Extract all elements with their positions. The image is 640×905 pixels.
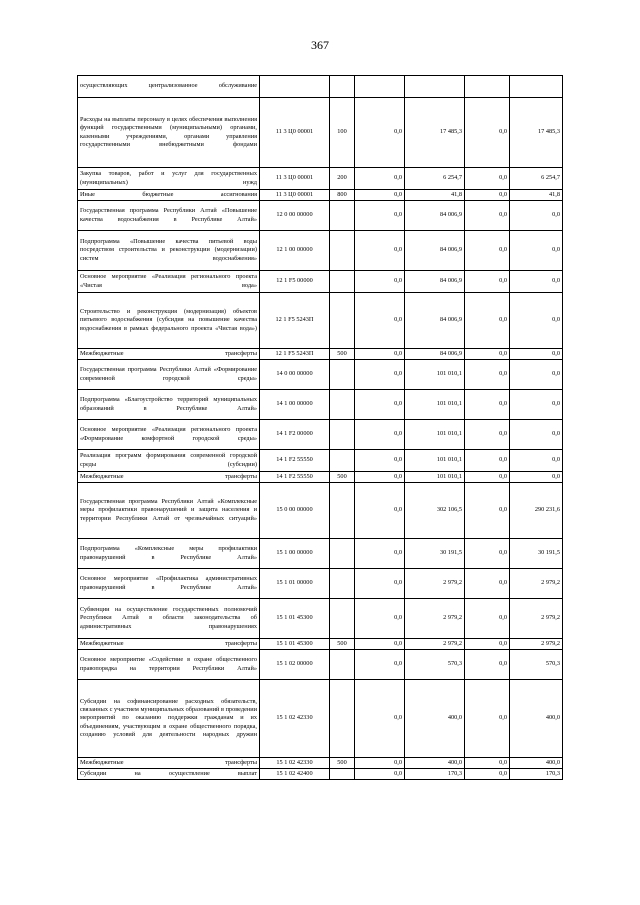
budget-classification-code: 12 1 00 00000	[260, 231, 330, 271]
budget-table	[77, 75, 563, 780]
budget-classification-code: 12 1 F5 00000	[260, 271, 330, 293]
amount-column-3: 0,0	[465, 769, 510, 780]
expense-item-name: Расходы на выплаты персоналу в целях обеспечения выполнения функций государственными (муниципальными) органами, казенными учреждениями, органами управления государственными внебюджетными фондами	[78, 98, 260, 168]
amount-column-4: 0,0	[510, 472, 563, 483]
amount-column-3: 0,0	[465, 650, 510, 680]
amount-column-3: 0,0	[465, 98, 510, 168]
amount-column-2: 101 010,1	[405, 450, 465, 472]
amount-column-3: 0,0	[465, 349, 510, 360]
expense-type-code	[330, 680, 355, 758]
amount-column-1: 0,0	[355, 483, 405, 539]
amount-column-4: 400,0	[510, 758, 563, 769]
expense-item-name: Государственная программа Республики Алтай «Формирование современной городской среды»	[78, 360, 260, 390]
budget-classification-code: 12 0 00 00000	[260, 201, 330, 231]
budget-classification-code: 15 1 01 45300	[260, 639, 330, 650]
budget-classification-code: 12 1 F5 5243П	[260, 293, 330, 349]
budget-classification-code: 14 1 F2 00000	[260, 420, 330, 450]
amount-column-2: 400,0	[405, 758, 465, 769]
amount-column-4: 170,3	[510, 769, 563, 780]
amount-column-4: 0,0	[510, 420, 563, 450]
expense-type-code: 500	[330, 349, 355, 360]
amount-column-4: 41,8	[510, 190, 563, 201]
amount-column-4: 6 254,7	[510, 168, 563, 190]
table-row	[78, 539, 563, 569]
table-row	[78, 639, 563, 650]
amount-column-3	[465, 76, 510, 98]
amount-column-4: 0,0	[510, 293, 563, 349]
expense-type-code	[330, 293, 355, 349]
amount-column-3: 0,0	[465, 360, 510, 390]
budget-classification-code: 15 1 00 00000	[260, 539, 330, 569]
amount-column-3: 0,0	[465, 420, 510, 450]
amount-column-3: 0,0	[465, 231, 510, 271]
table-row	[78, 76, 563, 98]
amount-column-1: 0,0	[355, 360, 405, 390]
expense-type-code	[330, 76, 355, 98]
budget-classification-code: 15 1 02 42400	[260, 769, 330, 780]
amount-column-4: 0,0	[510, 201, 563, 231]
amount-column-2: 570,3	[405, 650, 465, 680]
amount-column-3: 0,0	[465, 758, 510, 769]
amount-column-3: 0,0	[465, 271, 510, 293]
amount-column-4: 0,0	[510, 271, 563, 293]
expense-item-name: Межбюджетные трансферты	[78, 472, 260, 483]
amount-column-2: 41,8	[405, 190, 465, 201]
expense-type-code: 500	[330, 758, 355, 769]
amount-column-4: 0,0	[510, 450, 563, 472]
table-row	[78, 569, 563, 599]
table-row	[78, 360, 563, 390]
amount-column-4: 2 979,2	[510, 569, 563, 599]
amount-column-4: 0,0	[510, 349, 563, 360]
amount-column-4: 2 979,2	[510, 599, 563, 639]
expense-item-name: Государственная программа Республики Алтай «Повышение качества водоснабжения в Республике Алтай»	[78, 201, 260, 231]
amount-column-2	[405, 76, 465, 98]
expense-type-code	[330, 450, 355, 472]
expense-type-code	[330, 231, 355, 271]
amount-column-3: 0,0	[465, 539, 510, 569]
expense-item-name: Реализация программ формирования современной городской среды (субсидии)	[78, 450, 260, 472]
amount-column-2: 6 254,7	[405, 168, 465, 190]
budget-classification-code: 15 0 00 00000	[260, 483, 330, 539]
expense-item-name: Субсидии на софинансирование расходных обязательств, связанных с участием муниципальных образований в проведении мероприятий по оказанию поддержки гражданам и их объединениям, участвующим в охране общественного порядка, созданию условий для деятельности народных дружин	[78, 680, 260, 758]
amount-column-4: 0,0	[510, 231, 563, 271]
expense-type-code	[330, 201, 355, 231]
amount-column-1: 0,0	[355, 650, 405, 680]
amount-column-2: 17 485,3	[405, 98, 465, 168]
table-row	[78, 758, 563, 769]
budget-classification-code: 14 1 00 00000	[260, 390, 330, 420]
expense-item-name: Основное мероприятие «Реализация регионального проекта «Чистая вода»	[78, 271, 260, 293]
expense-item-name: Основное мероприятие «Содействие в охране общественного правопорядка на территории Республики Алтай»	[78, 650, 260, 680]
expense-type-code	[330, 569, 355, 599]
amount-column-2: 30 191,5	[405, 539, 465, 569]
amount-column-4: 2 979,2	[510, 639, 563, 650]
expense-item-name: Субсидии на осуществление выплат	[78, 769, 260, 780]
amount-column-1: 0,0	[355, 472, 405, 483]
amount-column-3: 0,0	[465, 201, 510, 231]
expense-item-name: осуществляющих централизованное обслуживание	[78, 76, 260, 98]
amount-column-4: 0,0	[510, 390, 563, 420]
expense-type-code: 500	[330, 639, 355, 650]
expense-item-name: Государственная программа Республики Алтай «Комплексные меры профилактики правонарушений и защита населения и территории Республики Алтай от чрезвычайных ситуаций»	[78, 483, 260, 539]
table-row	[78, 680, 563, 758]
table-row	[78, 231, 563, 271]
amount-column-1: 0,0	[355, 271, 405, 293]
expense-item-name: Межбюджетные трансферты	[78, 758, 260, 769]
amount-column-3: 0,0	[465, 168, 510, 190]
expense-type-code	[330, 650, 355, 680]
table-row	[78, 349, 563, 360]
amount-column-1: 0,0	[355, 569, 405, 599]
amount-column-1: 0,0	[355, 293, 405, 349]
amount-column-2: 400,0	[405, 680, 465, 758]
table-row	[78, 769, 563, 780]
expense-type-code	[330, 390, 355, 420]
expense-item-name: Иные бюджетные ассигнования	[78, 190, 260, 201]
expense-type-code	[330, 769, 355, 780]
budget-classification-code: 15 1 02 42330	[260, 680, 330, 758]
budget-classification-code: 14 1 F2 55550	[260, 450, 330, 472]
expense-item-name: Основное мероприятие «Профилактика административных правонарушений в Республике Алтай»	[78, 569, 260, 599]
amount-column-1: 0,0	[355, 450, 405, 472]
amount-column-2: 302 106,5	[405, 483, 465, 539]
amount-column-1: 0,0	[355, 769, 405, 780]
expense-type-code: 800	[330, 190, 355, 201]
budget-classification-code	[260, 76, 330, 98]
amount-column-1: 0,0	[355, 201, 405, 231]
budget-classification-code: 11 3 Ц0 00001	[260, 98, 330, 168]
amount-column-4: 0,0	[510, 360, 563, 390]
amount-column-2: 84 006,9	[405, 201, 465, 231]
amount-column-1: 0,0	[355, 599, 405, 639]
amount-column-1: 0,0	[355, 98, 405, 168]
amount-column-3: 0,0	[465, 680, 510, 758]
expense-item-name: Подпрограмма «Повышение качества питьевой воды посредством строительства и реконструкции (модернизации) систем водоснабжения»	[78, 231, 260, 271]
table-row	[78, 168, 563, 190]
amount-column-2: 101 010,1	[405, 390, 465, 420]
expense-type-code: 100	[330, 98, 355, 168]
budget-classification-code: 12 1 F5 5243П	[260, 349, 330, 360]
expense-type-code	[330, 539, 355, 569]
amount-column-3: 0,0	[465, 390, 510, 420]
expense-item-name: Межбюджетные трансферты	[78, 639, 260, 650]
amount-column-2: 84 006,9	[405, 349, 465, 360]
expense-type-code	[330, 360, 355, 390]
budget-classification-code: 11 3 Ц0 00001	[260, 190, 330, 201]
expense-type-code	[330, 599, 355, 639]
amount-column-3: 0,0	[465, 450, 510, 472]
amount-column-2: 101 010,1	[405, 360, 465, 390]
expense-item-name: Субвенции на осуществление государственных полномочий Республики Алтай в области законодательства об административных правонарушениях	[78, 599, 260, 639]
amount-column-2: 2 979,2	[405, 639, 465, 650]
amount-column-1: 0,0	[355, 758, 405, 769]
amount-column-4: 30 191,5	[510, 539, 563, 569]
amount-column-2: 84 006,9	[405, 293, 465, 349]
amount-column-4: 17 485,3	[510, 98, 563, 168]
amount-column-2: 84 006,9	[405, 231, 465, 271]
amount-column-1: 0,0	[355, 680, 405, 758]
amount-column-3: 0,0	[465, 639, 510, 650]
amount-column-3: 0,0	[465, 472, 510, 483]
amount-column-4: 570,3	[510, 650, 563, 680]
amount-column-3: 0,0	[465, 483, 510, 539]
amount-column-3: 0,0	[465, 569, 510, 599]
budget-classification-code: 14 0 00 00000	[260, 360, 330, 390]
expense-type-code	[330, 271, 355, 293]
table-row	[78, 201, 563, 231]
amount-column-1: 0,0	[355, 190, 405, 201]
table-row	[78, 420, 563, 450]
page-number: 367	[311, 38, 329, 52]
expense-item-name: Подпрограмма «Комплексные меры профилактики правонарушений в Республике Алтай»	[78, 539, 260, 569]
budget-classification-code: 15 1 02 42330	[260, 758, 330, 769]
amount-column-2: 101 010,1	[405, 420, 465, 450]
expense-type-code	[330, 420, 355, 450]
expense-item-name: Подпрограмма «Благоустройство территорий муниципальных образований в Республике Алтай»	[78, 390, 260, 420]
budget-classification-code: 14 1 F2 55550	[260, 472, 330, 483]
amount-column-4: 290 231,6	[510, 483, 563, 539]
table-row	[78, 190, 563, 201]
amount-column-3: 0,0	[465, 293, 510, 349]
table-row	[78, 450, 563, 472]
table-row	[78, 293, 563, 349]
amount-column-1: 0,0	[355, 231, 405, 271]
amount-column-1: 0,0	[355, 349, 405, 360]
table-row	[78, 472, 563, 483]
table-row	[78, 483, 563, 539]
expense-item-name: Закупка товаров, работ и услуг для государственных (муниципальных) нужд	[78, 168, 260, 190]
amount-column-1: 0,0	[355, 420, 405, 450]
amount-column-4: 400,0	[510, 680, 563, 758]
amount-column-4	[510, 76, 563, 98]
table-row	[78, 271, 563, 293]
amount-column-2: 2 979,2	[405, 599, 465, 639]
amount-column-2: 2 979,2	[405, 569, 465, 599]
expense-type-code	[330, 483, 355, 539]
expense-type-code: 500	[330, 472, 355, 483]
amount-column-2: 101 010,1	[405, 472, 465, 483]
amount-column-3: 0,0	[465, 599, 510, 639]
expense-item-name: Межбюджетные трансферты	[78, 349, 260, 360]
table-row	[78, 650, 563, 680]
amount-column-1: 0,0	[355, 168, 405, 190]
expense-type-code: 200	[330, 168, 355, 190]
amount-column-1: 0,0	[355, 539, 405, 569]
expense-item-name: Основное мероприятие «Реализация регионального проекта «Формирование комфортной городской среды»	[78, 420, 260, 450]
amount-column-2: 84 006,9	[405, 271, 465, 293]
table-row	[78, 390, 563, 420]
amount-column-2: 170,3	[405, 769, 465, 780]
expense-item-name: Строительство и реконструкция (модернизация) объектов питьевого водоснабжения (субсидия на повышение качества водоснабжения в рамках федерального проекта «Чистая вода»)	[78, 293, 260, 349]
table-row	[78, 599, 563, 639]
budget-classification-code: 11 3 Ц0 00001	[260, 168, 330, 190]
budget-classification-code: 15 1 01 00000	[260, 569, 330, 599]
budget-classification-code: 15 1 02 00000	[260, 650, 330, 680]
amount-column-1	[355, 76, 405, 98]
budget-classification-code: 15 1 01 45300	[260, 599, 330, 639]
amount-column-1: 0,0	[355, 390, 405, 420]
amount-column-1: 0,0	[355, 639, 405, 650]
amount-column-3: 0,0	[465, 190, 510, 201]
table-row	[78, 98, 563, 168]
